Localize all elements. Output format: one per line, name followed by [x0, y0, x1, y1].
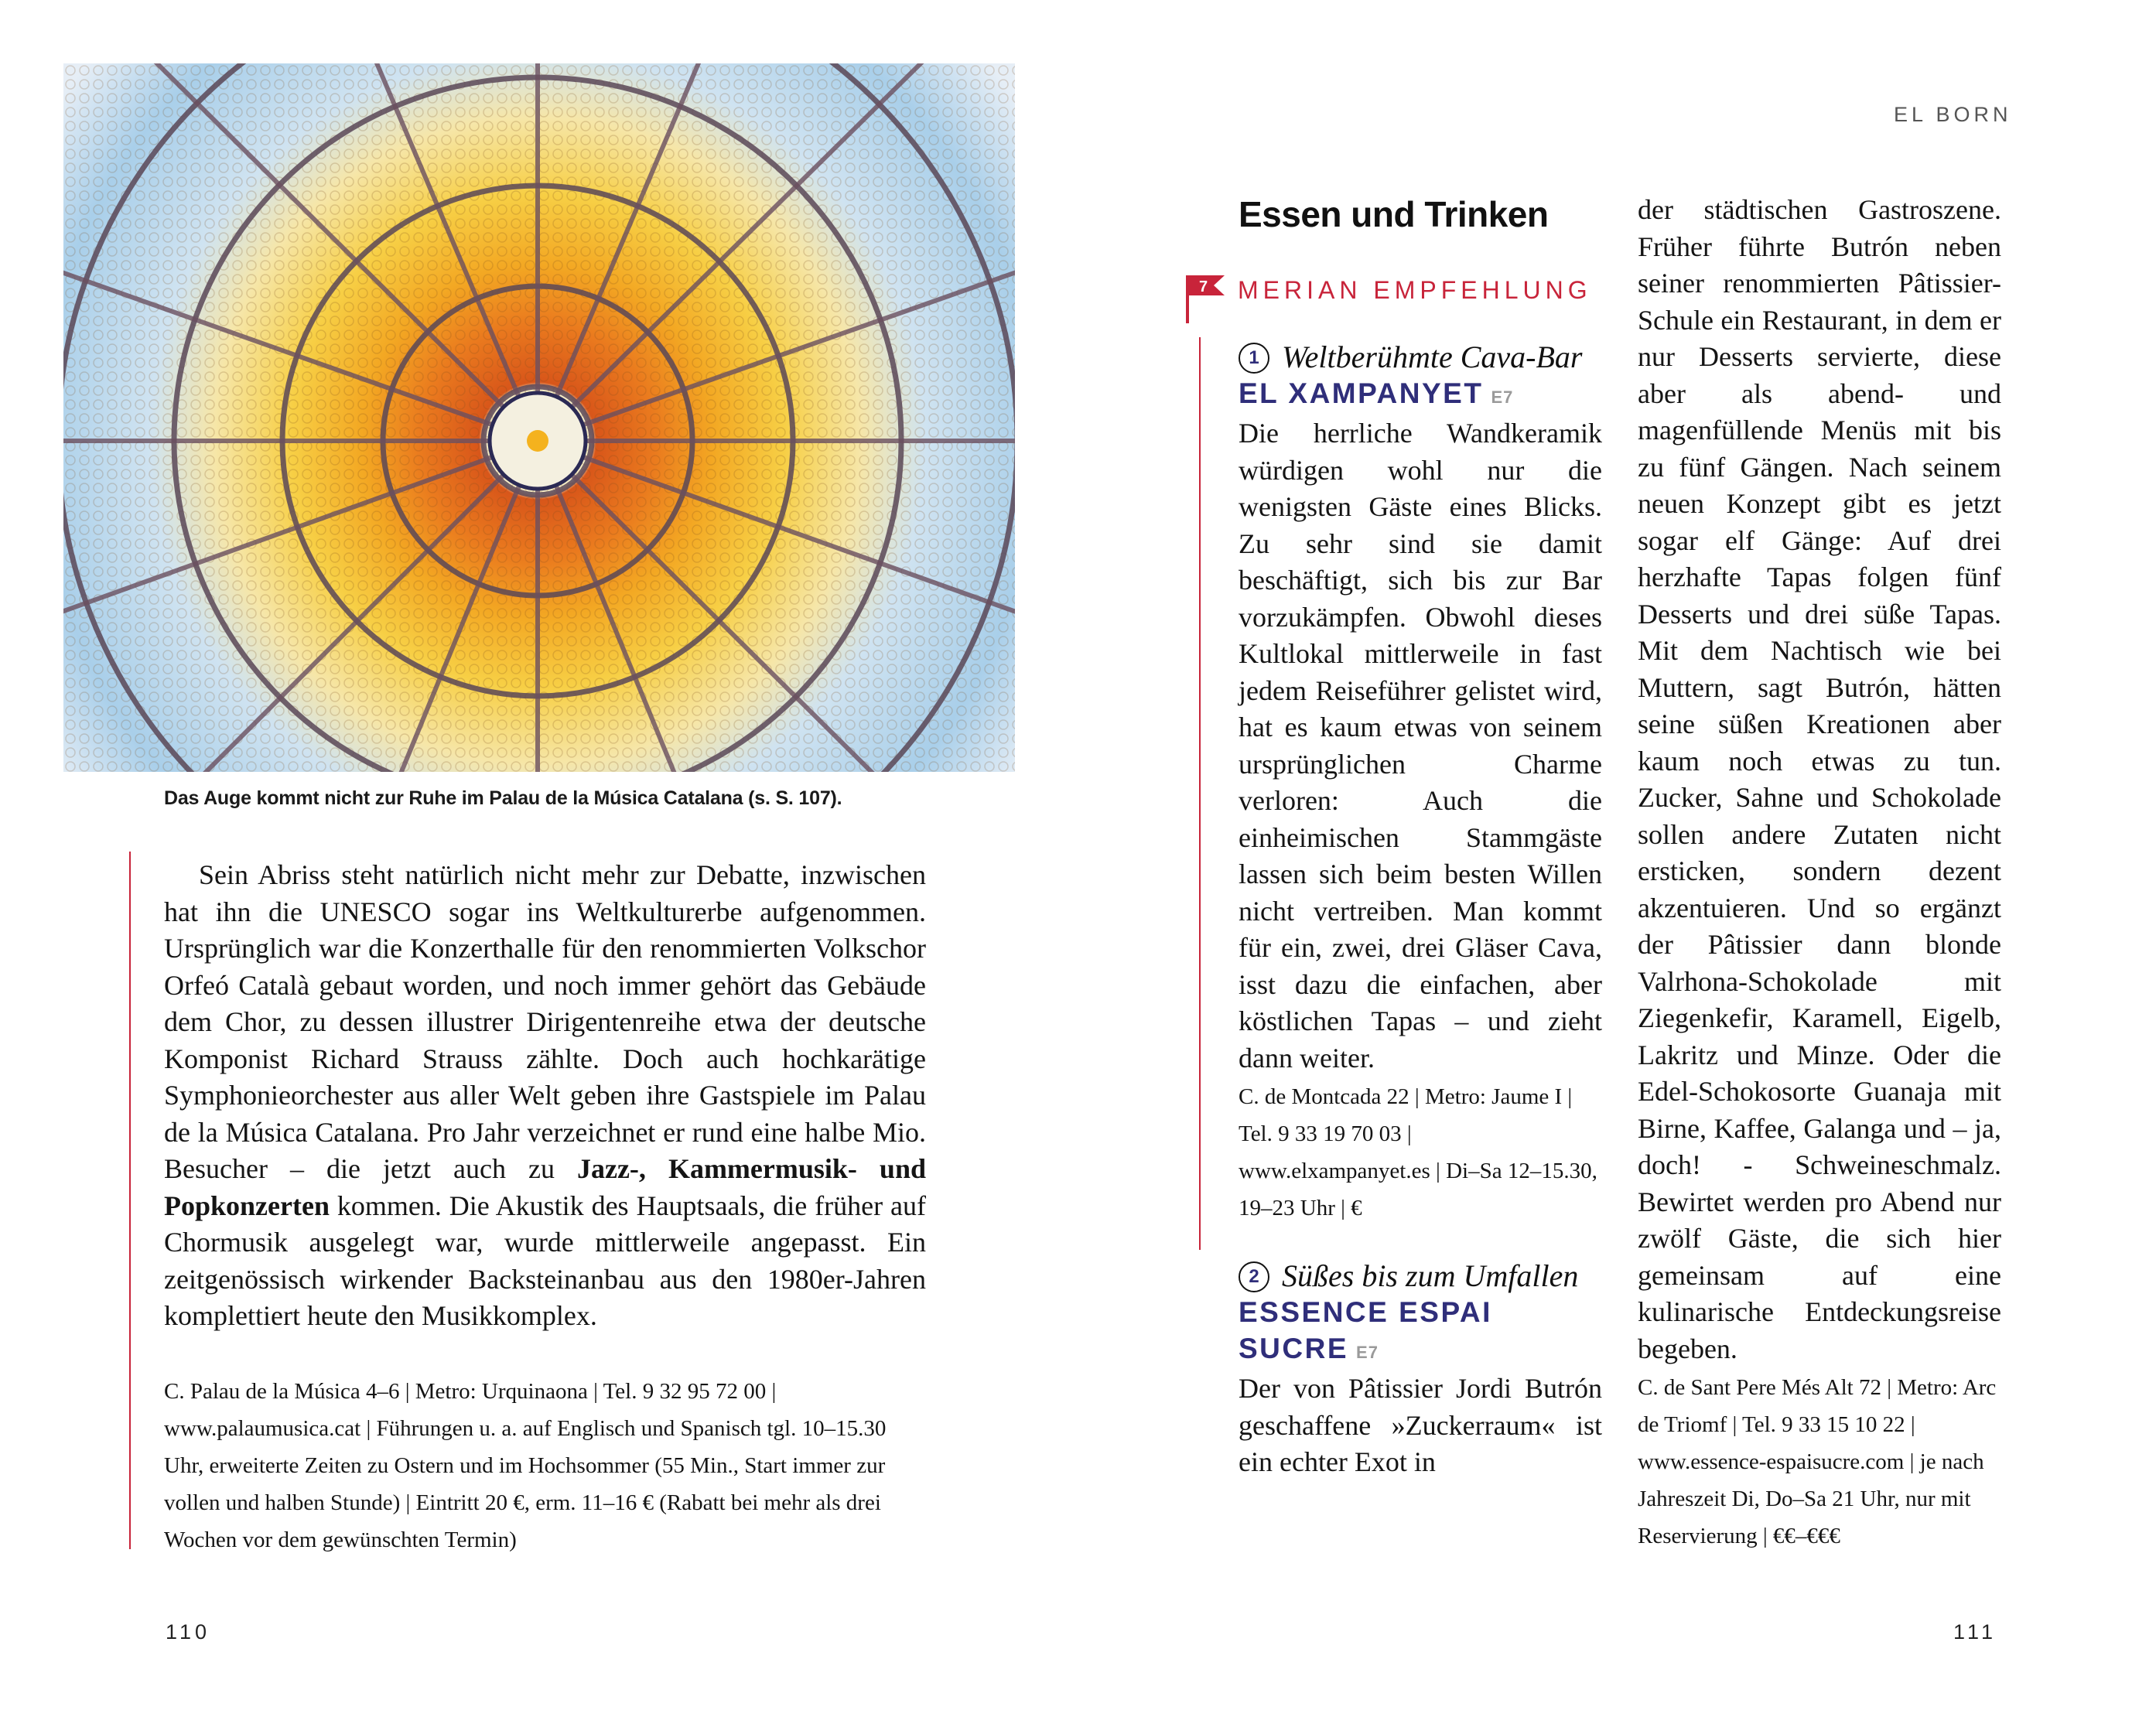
entry-2	[1239, 1258, 1602, 1481]
entry-tagline	[1239, 1258, 1602, 1294]
entry-body-part2: der städtischen Gastroszene. Früher führte Butrón neben seiner renommierten Pâtissier-Schule ein Restaurant, in dem er nur Desserts servierte, diese aber als abend- und magenfüllende Menüs mit bis zu fünf Gängen. Nach seinem neuen Konzept gibt es jetzt sogar elf Gänge: Auf drei herzhafte Tapas folgen fünf Desserts und drei süße Tapas. Mit dem Nachtisch wie bei Muttern, sagt Butrón, hätten seine süßen Kreationen aber kaum noch etwas zu tun. Zucker, Sahne und Schokolade sollen andere Zutaten nicht ersticken, sondern dezent akzentuieren. Und so ergänzt der Pâtissier dann blonde Valrhona-Schokolade mit Ziegenkefir, Karamell, Eigelb, Lakritz und Minze. Oder die Edel-Schokosorte Guanaja mit Birne, Kaffee, Galanga und – ja, doch! - Schweineschmalz. Bewirtet werden pro Abend nur zwölf Gäste, die sich hier gemeinsam auf eine kulinarische Entdeckungsreise begeben.	[1638, 194, 2001, 1364]
body-text: Sein Abriss steht natürlich nicht mehr zur Debatte, inzwischen hat ihn die UNESCO sogar ins Weltkulturerbe aufgenommen. Ursprünglich war die Konzerthalle für den renommierten Volkschor Orfeó Català gebaut worden, und noch immer gehört das Gebäude dem Chor, zu dessen illustrer Dirigentenreihe etwa der deutsche Komponist Richard Strauss zählte. Doch auch hochkarätige Symphonieorchester aus aller Welt geben ihre Gastspiele im Palau de la Música Catalana. Pro Jahr verzeichnet er rund eine halbe Mio. Besucher – die jetzt auch zu	[164, 859, 926, 1184]
entry-info: C. de Montcada 22 | Metro: Jaume I | Tel. 9 33 19 70 03 | www.elxampanyet.es | Di–Sa 12–15.30, 19–23 Uhr | €	[1239, 1084, 1597, 1220]
column-left	[1239, 339, 1602, 1481]
number-1-icon: 1	[1239, 343, 1269, 374]
map-grid-ref: E7	[1491, 387, 1514, 407]
entry-body-part1: Der von Pâtissier Jordi Butrón geschaffene »Zuckerraum« ist ein echter Exot in	[1239, 1373, 1602, 1477]
venue-info: C. Palau de la Música 4–6 | Metro: Urquinaona | Tel. 9 32 95 72 00 | www.palaumusica.cat | Führungen u. a. auf Englisch und Spanisch tgl. 10–15.30 Uhr, erweiterte Zeiten zu Ostern und im Hochsommer (55 Min., Start immer zur vollen und halben Stunde) | Eintritt 20 €, erm. 11–16 € (Rabatt bei mehr als drei Wochen vor dem gewünschten Termin)	[164, 1379, 887, 1552]
entry-tagline	[1239, 339, 1602, 375]
tagline-text: Weltberühmte Cava-Bar	[1282, 340, 1583, 374]
red-margin-bar	[129, 852, 131, 1549]
stained-glass-photo	[63, 63, 1015, 772]
map-grid-ref: E7	[1356, 1343, 1379, 1362]
tagline-text: Süßes bis zum Umfallen	[1282, 1258, 1579, 1293]
entry-1	[1239, 339, 1602, 1227]
section-title: Essen und Trinken	[1239, 194, 1549, 234]
number-2-icon: 2	[1239, 1261, 1269, 1292]
entry-info: C. de Sant Pere Més Alt 72 | Metro: Arc de Triomf | Tel. 9 33 15 10 22 | www.essence-espaisucre.com | je nach Jahreszeit Di, Do–Sa 21 Uhr, nur mit Reservierung | €€–€€€	[1638, 1375, 1997, 1548]
merian-recommendation-label: MERIAN EMPFEHLUNG	[1238, 276, 1592, 304]
flag-number: 7	[1199, 278, 1208, 295]
body-bold-text: Jazz-, Kammermusik- und Popkonzerten	[164, 1153, 926, 1221]
running-head: EL BORN	[1894, 103, 2012, 126]
venue-name-text: EL XAMPANYET	[1239, 377, 1484, 409]
photo-caption: Das Auge kommt nicht zur Ruhe im Palau de la Música Catalana (s. S. 107).	[164, 787, 842, 809]
red-margin-bar	[1199, 337, 1201, 1250]
page-number-left: 110	[166, 1620, 211, 1644]
column-right	[1638, 192, 2001, 1555]
entry-body: Die herrliche Wandkeramik würdigen wohl nur die wenigsten Gäste eines Blicks. Zu sehr sind sie damit beschäftigt, sich bis zur Bar vorzukämpfen. Obwohl dieses Kultlokal mittlerweile in fast jedem Reiseführer gelistet wird, hat es kaum etwas von seinem ursprünglichen Charme verloren: Auch die einheimischen Stammgäste lassen sich beim besten Willen nicht vertreiben. Man kommt für ein, zwei, drei Gläser Cava, isst dazu die einfachen, aber köstlichen Tapas – und zieht dann weiter.	[1239, 418, 1602, 1074]
page-number-right: 111	[1953, 1620, 1997, 1644]
venue-name	[1239, 1294, 1602, 1371]
stained-glass-skylight-image	[63, 63, 1015, 772]
body-text: kommen. Die Akustik des Hauptsaals, die früher auf Chormusik ausgelegt war, wurde mittlerweile angepasst. Ein zeitgenössisch wirkender Backsteinanbau aus den 1980er-Jahren komplettiert heute den Musikkomplex.	[164, 1190, 926, 1331]
venue-name	[1239, 375, 1602, 415]
article-body	[164, 857, 926, 1335]
venue-name-text: ESSENCE ESPAI SUCRE	[1239, 1296, 1492, 1364]
merian-flag-icon	[1186, 275, 1225, 323]
